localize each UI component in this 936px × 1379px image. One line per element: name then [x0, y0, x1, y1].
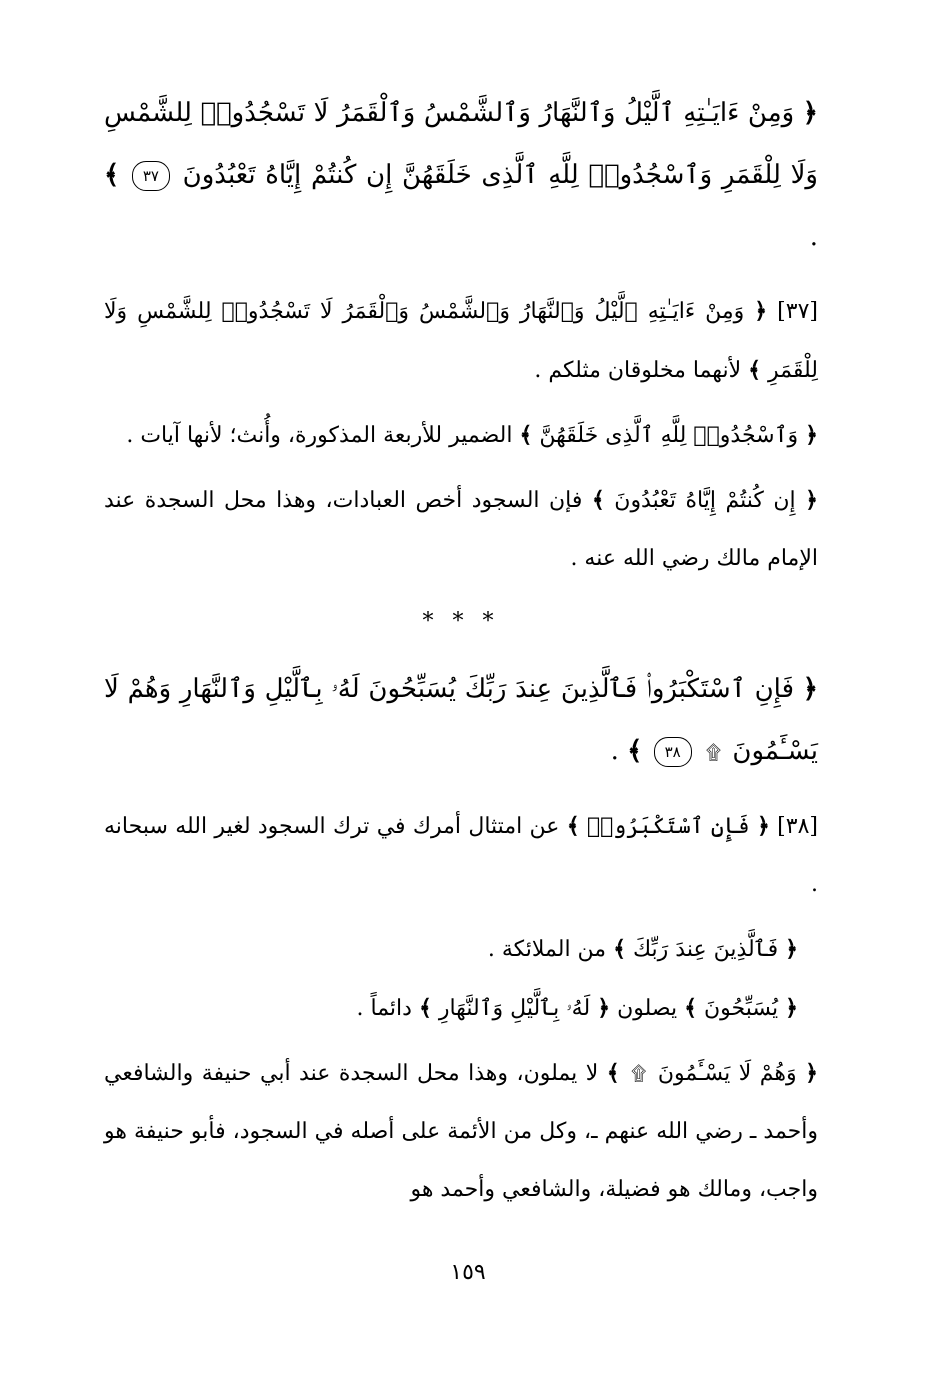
commentary-text: الضمير للأربعة المذكورة، وأُنث؛ لأنها آيات . [126, 423, 513, 448]
page-number: ١٥٩ [450, 1260, 486, 1285]
commentary-text: دائماً . [356, 996, 412, 1021]
quote-open-mark: ﴿ [802, 674, 819, 704]
commentary-text: يصلون [617, 996, 678, 1021]
sajda-icon: ۩ [705, 740, 722, 764]
quote-close-mark: ﴾ [566, 813, 580, 839]
quoted-verse: وَٱسْجُدُوا۟ لِلَّهِ ٱلَّذِى خَلَقَهُنَّ [539, 423, 799, 448]
quoted-verse: لَهُۥ بِٱلَّيْلِ وَٱلنَّهَارِ [438, 996, 591, 1021]
quoted-verse: فَٱلَّذِينَ عِندَ رَبِّكَ [632, 937, 779, 962]
ayah-number-badge: ٣٨ [654, 737, 692, 767]
quoted-verse: وَمِنْ ءَايَـٰتِهِ ٱلَّيْلُ وَٱلنَّهَارُ وَٱلشَّمْسُ وَٱلْقَمَرُ لَا تَسْجُدُوا۟ لِلشَّمْسِ وَلَا لِلْقَمَرِ [104, 299, 818, 383]
commentary-text: لا يملون، وهذا محل السجدة عند أبي حنيفة والشافعي وأحمد ـ رضي الله عنهم ـ، وكل من الأئمة على أصله في السجود، فأبو حنيفة هو واجب، ومالك هو فضيلة، والشافعي وأحمد هو [104, 1061, 818, 1202]
verse-ref-number: [٣٨] [777, 814, 818, 839]
sajda-icon: ۩ [631, 1061, 647, 1085]
quote-close-mark: ﴾ [519, 422, 533, 448]
ayah-number-badge: ٣٧ [132, 161, 170, 191]
page-body [104, 82, 818, 1219]
commentary-37-3 [104, 471, 818, 588]
quote-close-mark: ﴾ [104, 160, 120, 190]
commentary-37-2 [104, 406, 818, 465]
quote-open-mark: ﴿ [785, 995, 798, 1021]
commentary-text: من الملائكة . [487, 937, 607, 962]
quote-open-mark: ﴿ [754, 298, 768, 324]
verse-38-block: ﴿ فَإِنِ ٱسْتَكْبَرُوا۟ فَٱلَّذِينَ عِندَ رَبِّكَ يُسَبِّحُونَ لَهُۥ بِٱلَّيْلِ وَٱلنَّهَارِ وَهُمْ لَا يَسْـَٔمُونَ ۩ ٣٨ ﴾ . [104, 674, 819, 766]
quote-close-mark: ﴾ [748, 357, 762, 383]
quote-close-mark: ﴾ [606, 1060, 620, 1086]
verse-37-text: وَمِنْ ءَايَـٰتِهِ ٱلَّيْلُ وَٱلنَّهَارُ وَٱلشَّمْسُ وَٱلْقَمَرُ لَا تَسْجُدُوا۟ لِلشَّمْسِ وَلَا لِلْقَمَرِ وَٱسْجُدُوا۟ لِلَّهِ ٱلَّذِى خَلَقَهُنَّ إِن كُنتُمْ إِيَّاهُ تَعْبُدُونَ [104, 98, 818, 190]
quote-close-mark: ﴾ [613, 936, 626, 962]
quote-open-mark: ﴿ [756, 813, 770, 839]
commentary-37-1 [104, 282, 818, 400]
verse-37-block: ﴿ وَمِنْ ءَايَـٰتِهِ ٱلَّيْلُ وَٱلنَّهَارُ وَٱلشَّمْسُ وَٱلْقَمَرُ لَا تَسْجُدُوا۟ لِلشَّمْسِ وَلَا لِلْقَمَرِ وَٱسْجُدُوا۟ لِلَّهِ ٱلَّذِى خَلَقَهُنَّ إِن كُنتُمْ إِيَّاهُ تَعْبُدُونَ ٣٧ ﴾ . [104, 98, 819, 252]
verse-38-text: فَإِنِ ٱسْتَكْبَرُوا۟ فَٱلَّذِينَ عِندَ رَبِّكَ يُسَبِّحُونَ لَهُۥ بِٱلَّيْلِ وَٱلنَّهَارِ وَهُمْ لَا يَسْـَٔمُونَ [104, 674, 818, 766]
quote-open-mark: ﴿ [785, 936, 798, 962]
commentary-text: عن امتثال أمرك في ترك السجود لغير الله سبحانه . [104, 814, 818, 897]
quoted-verse: فَإِنِ ٱسْتَكْبَرُوا۟ [586, 814, 750, 839]
quote-close-mark: ﴾ [418, 995, 432, 1021]
quoted-verse: وَهُمْ لَا يَسْـَٔمُونَ [657, 1061, 797, 1086]
commentary-38-2 [104, 920, 818, 979]
commentary-38-4 [104, 1044, 818, 1219]
verse-ref-number: [٣٧] [777, 299, 818, 324]
quote-close-mark: ﴾ [627, 736, 643, 766]
quote-open-mark: ﴿ [805, 1060, 819, 1086]
quoted-verse: يُسَبِّحُونَ [703, 996, 779, 1021]
commentary-text: لأنهما مخلوقان مثلكم . [534, 358, 742, 383]
quote-open-mark: ﴿ [805, 422, 818, 448]
quoted-verse: إِن كُنتُمْ إِيَّاهُ تَعْبُدُونَ [614, 488, 796, 513]
quote-close-mark: ﴾ [591, 487, 605, 513]
commentary-38-1 [104, 797, 818, 914]
quote-open-mark: ﴿ [802, 98, 819, 128]
quote-open-mark: ﴿ [805, 487, 818, 513]
quote-open-mark: ﴿ [597, 995, 611, 1021]
commentary-38-3 [104, 979, 818, 1038]
commentary-text: فإن السجود أخص العبادات، وهذا محل السجدة عند الإمام مالك رضي الله عنه . [104, 488, 818, 571]
quote-close-mark: ﴾ [684, 995, 697, 1021]
section-separator: * * * [422, 609, 500, 634]
